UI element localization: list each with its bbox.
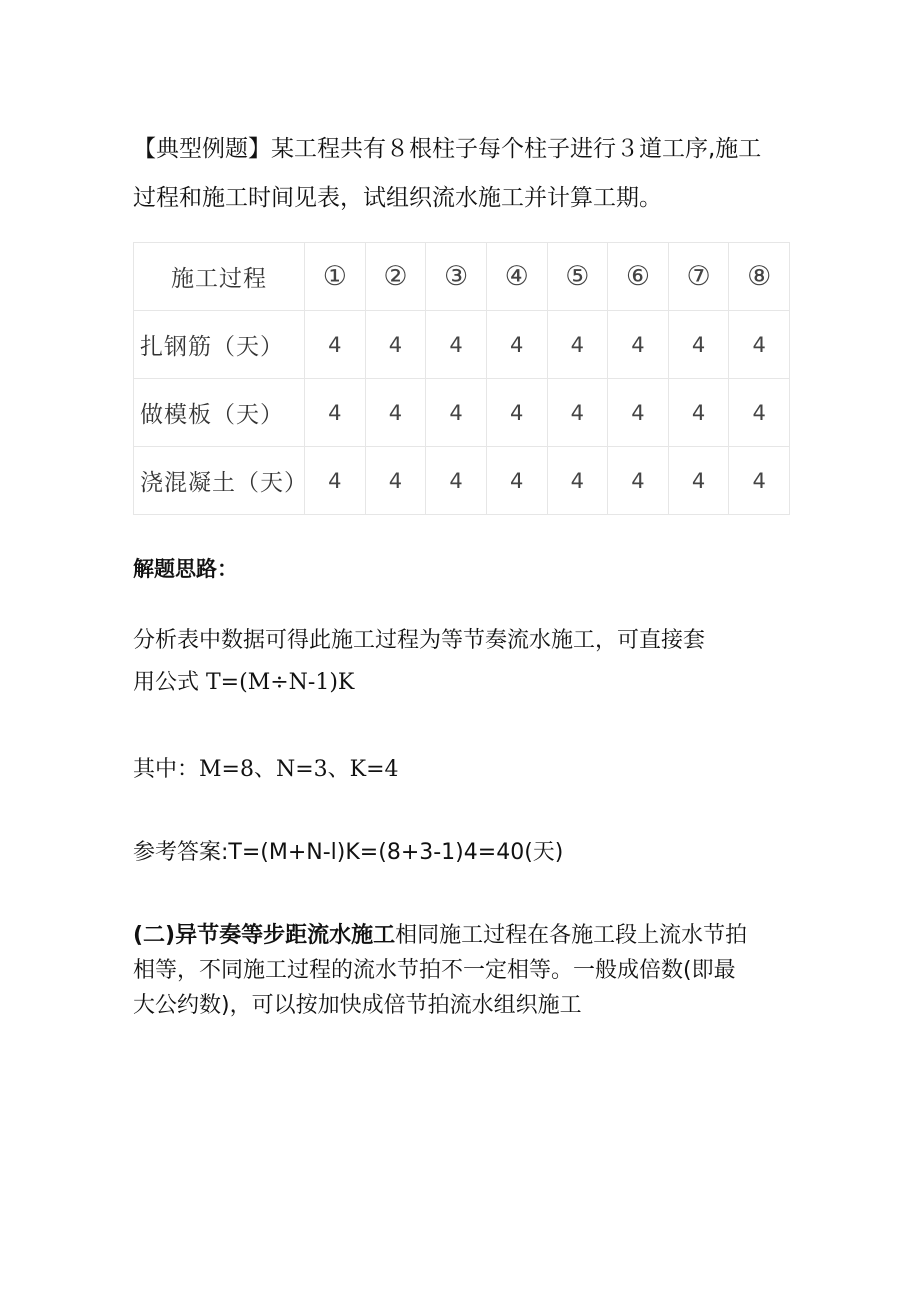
table-header-row	[134, 243, 790, 311]
segment-header: ⑤	[547, 243, 608, 311]
section-line-3: 大公约数)，可以按加快成倍节拍流水组织施工	[133, 993, 582, 1018]
table-cell: 4	[305, 447, 366, 515]
table-cell: 4	[668, 447, 729, 515]
analysis-line-2	[133, 662, 705, 704]
section-title: (二)异节奏等步距流水施工	[133, 923, 396, 948]
section-line-1	[133, 918, 747, 953]
table-cell: 4	[426, 379, 487, 447]
example-intro	[133, 125, 761, 223]
intro-line-1: 【典型例题】某工程共有８根柱子每个柱子进行３道工序,施工	[133, 136, 762, 162]
table-cell: 4	[365, 379, 426, 447]
header-label: 施工过程	[134, 243, 305, 311]
table-row	[134, 311, 790, 379]
row-label: 做模板（天）	[134, 379, 305, 447]
analysis-paragraph	[133, 620, 705, 704]
segment-header: ②	[365, 243, 426, 311]
table-cell: 4	[426, 311, 487, 379]
formula: T=(M÷N-1)K	[206, 670, 355, 695]
table-cell: 4	[729, 379, 790, 447]
table-cell: 4	[668, 379, 729, 447]
table-cell: 4	[486, 447, 547, 515]
table-cell: 4	[365, 447, 426, 515]
table-cell: 4	[729, 447, 790, 515]
table-cell: 4	[608, 379, 669, 447]
table-cell: 4	[547, 447, 608, 515]
table-cell: 4	[608, 311, 669, 379]
table-cell: 4	[608, 447, 669, 515]
table-row	[134, 447, 790, 515]
solution-heading: 解题思路：	[133, 557, 238, 581]
table-cell: 4	[547, 311, 608, 379]
where-line	[133, 752, 399, 783]
table-cell: 4	[305, 311, 366, 379]
reference-answer: 参考答案:T=(M+N-l)K=(8+3-1)4=40(天)	[133, 840, 564, 865]
table-cell: 4	[547, 379, 608, 447]
table-cell: 4	[305, 379, 366, 447]
section-line-2: 相等，不同施工过程的流水节拍不一定相等。一般成倍数(即最	[133, 958, 736, 983]
row-label: 浇混凝土（天）	[134, 447, 305, 515]
section-text-1: 相同施工过程在各施工段上流水节拍	[395, 923, 748, 948]
segment-header: ⑧	[729, 243, 790, 311]
row-label: 扎钢筋（天）	[134, 311, 305, 379]
analysis-line-1: 分析表中数据可得此施工过程为等节奏流水施工，可直接套	[133, 628, 706, 653]
table-row	[134, 379, 790, 447]
table-cell: 4	[668, 311, 729, 379]
formula-prefix: 用公式	[133, 670, 206, 695]
segment-header: ①	[305, 243, 366, 311]
segment-header: ④	[486, 243, 547, 311]
intro-line-2: 过程和施工时间见表，试组织流水施工并计算工期。	[133, 185, 662, 211]
table-cell: 4	[486, 379, 547, 447]
where-values: M=8、N=3、K=4	[199, 757, 399, 782]
construction-table	[133, 242, 790, 515]
segment-header: ⑦	[668, 243, 729, 311]
table-cell: 4	[426, 447, 487, 515]
where-prefix: 其中：	[133, 757, 200, 782]
table-cell: 4	[365, 311, 426, 379]
table-cell: 4	[486, 311, 547, 379]
segment-header: ⑥	[608, 243, 669, 311]
table-cell: 4	[729, 311, 790, 379]
segment-header: ③	[426, 243, 487, 311]
section-paragraph	[133, 918, 747, 1023]
